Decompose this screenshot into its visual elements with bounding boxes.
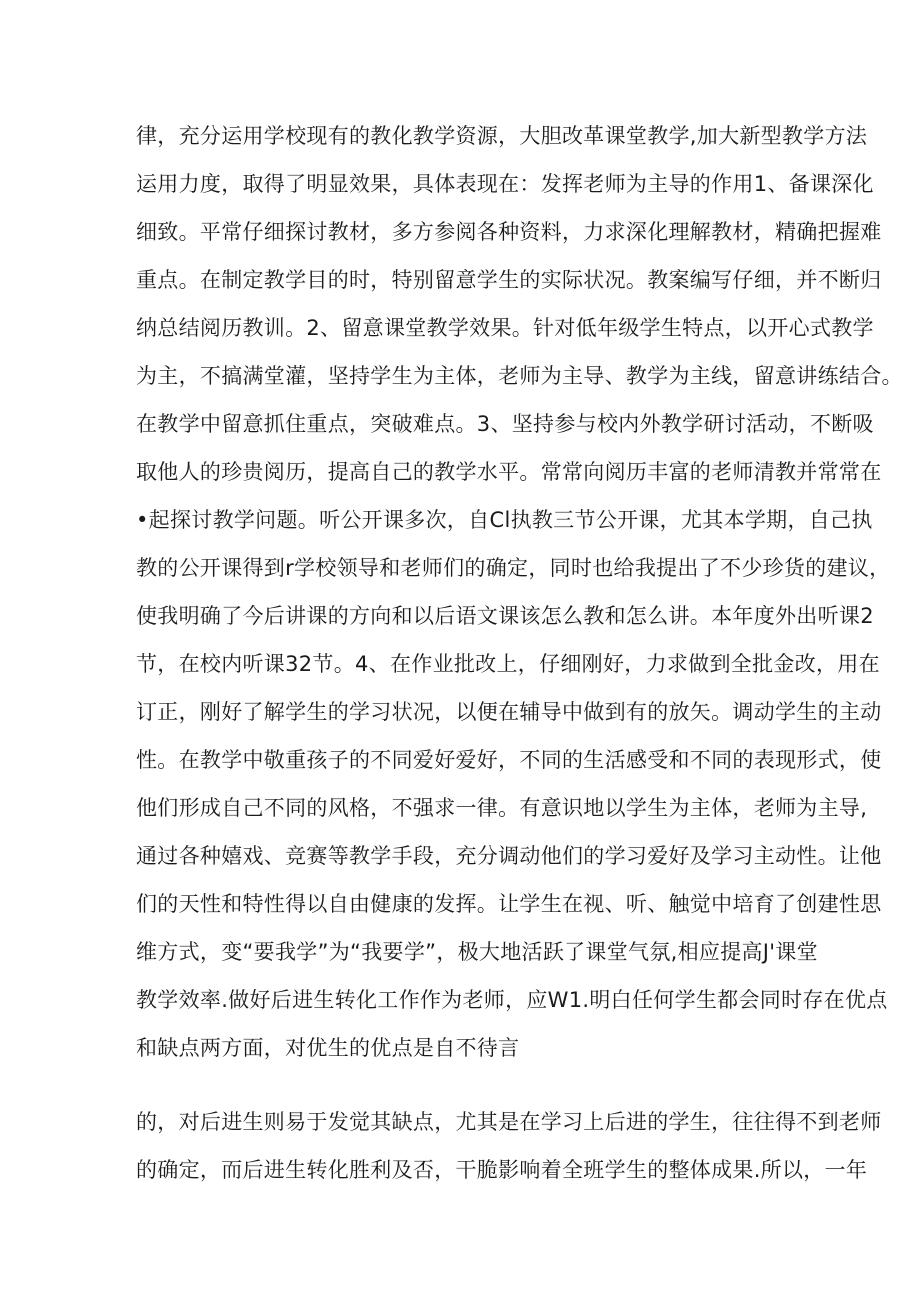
text-line: 教学效率.做好后进生转化工作作为老师，应W1.明白任何学生都会同时存在优点 — [136, 988, 888, 1012]
text-line: 运用力度，取得了明显效果，具体表现在：发挥老师为主导的作用1、备课深化 — [136, 172, 874, 196]
text-line: 通过各种嬉戏、竞赛等教学手段，充分调动他们的学习爱好及学习主动性。让他 — [136, 844, 882, 868]
text-line: •起探讨教学问题。听公开课多次，自Cl执教三节公开课，尤其本学期，自己执 — [136, 508, 873, 532]
text-line: 重点。在制定教学目的时，特别留意学生的实际状况。教案编写仔细，并不断归 — [136, 268, 882, 292]
text-line: 纳总结阅历教训。2、留意课堂教学效果。针对低年级学生特点，以开心式教学 — [136, 316, 874, 340]
text-line: 为主，不搞满堂灌，坚持学生为主体，老师为主导、教学为主线，留意讲练结合。 — [136, 364, 903, 388]
text-line: 和缺点两方面，对优生的优点是自不待言 — [136, 1036, 520, 1060]
text-line: 细致。平常仔细探讨教材，多方参阅各种资料，力求深化理解教材，精确把握难 — [136, 220, 882, 244]
text-line: 使我明确了今后讲课的方向和以后语文课该怎么教和怎么讲。本年度外出听课2 — [136, 604, 874, 628]
text-line: 取他人的珍贵阅历，提高自己的教学水平。常常向阅历丰富的老师清教并常常在 — [136, 460, 882, 484]
text-line: 性。在教学中敬重孩子的不同爱好爱好，不同的生活感受和不同的表现形式，使 — [136, 748, 882, 772]
text-line: 他们形成自己不同的风格，不强求一律。有意识地以学生为主体，老师为主导, — [136, 796, 868, 820]
text-line: 律，充分运用学校现有的教化教学资源，大胆改革课堂教学,加大新型教学方法 — [136, 124, 868, 148]
text-line: 们的天性和特性得以自由健康的发挥。让学生在视、听、触觉中培育了创建性思 — [136, 892, 882, 916]
paragraph-2 — [136, 1098, 882, 1194]
text-line: 教的公开课得到r学校领导和老师们的确定，同时也给我提出了不少珍货的建议， — [136, 556, 891, 580]
text-line: 维方式，变“要我学”为“我要学”，极大地活跃了课堂气氛,相应提高J'课堂 — [136, 940, 818, 964]
paragraph-1 — [136, 112, 903, 1072]
text-line: 的，对后进生则易于发觉其缺点，尤其是在学习上后进的学生，往往得不到老师 — [136, 1110, 882, 1134]
text-line: 节，在校内听课32节。4、在作业批改上，仔细刚好，力求做到全批金改，用在 — [136, 652, 880, 676]
text-line: 在教学中留意抓住重点，突破难点。3、坚持参与校内外教学研讨活动，不断吸 — [136, 412, 874, 436]
text-line: 订正，刚好了解学生的学习状况，以便在辅导中做到有的放矢。调动学生的主动 — [136, 700, 882, 724]
text-line: 的确定，而后进生转化胜利及否，干脆影响着全班学生的整体成果.所以，一年 — [136, 1158, 868, 1182]
